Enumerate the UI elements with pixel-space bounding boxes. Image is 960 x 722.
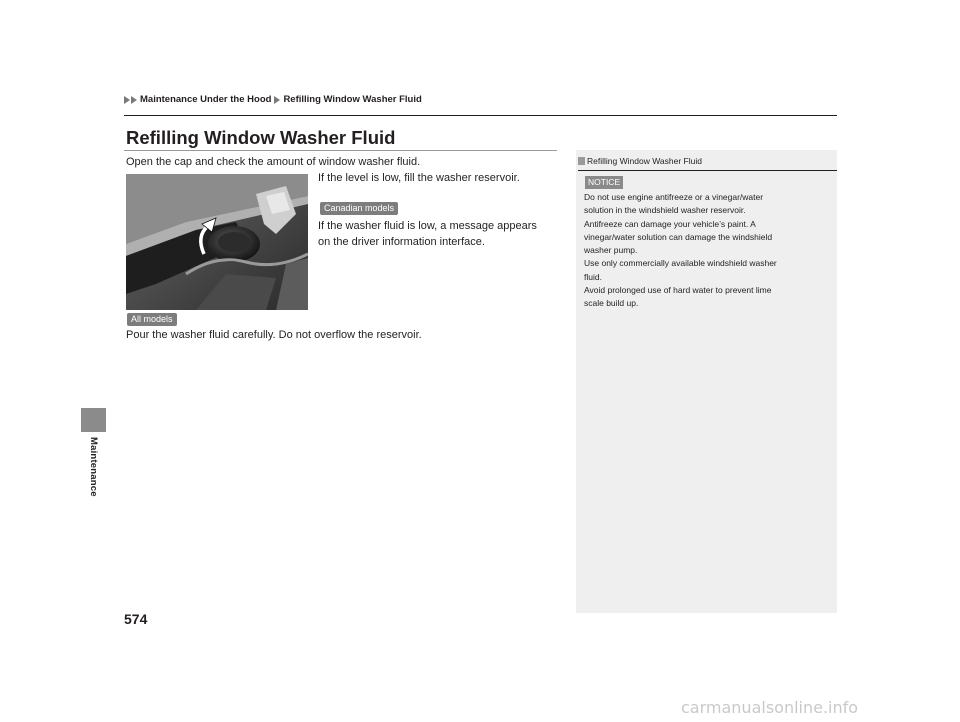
breadcrumb-current: Refilling Window Washer Fluid xyxy=(283,94,422,105)
title-rule xyxy=(124,150,557,151)
page-title: Refilling Window Washer Fluid xyxy=(126,127,396,148)
note-line: fluid. xyxy=(584,271,602,282)
page-number: 574 xyxy=(124,611,148,627)
breadcrumb-separator-icon xyxy=(274,96,280,104)
note-line: Avoid prolonged use of hard water to prevent lime xyxy=(584,285,772,296)
all-models-tag: All models xyxy=(127,313,177,326)
washer-reservoir-illustration xyxy=(126,174,308,310)
breadcrumb xyxy=(124,94,422,105)
note-line: vinegar/water solution can damage the windshield xyxy=(584,231,773,242)
message-text-line2: on the driver information interface. xyxy=(318,236,485,248)
watermark: carmanualsonline.info xyxy=(681,698,859,717)
note-title-text: Refilling Window Washer Fluid xyxy=(587,156,702,166)
pour-instruction-text: Pour the washer fluid carefully. Do not overflow the reservoir. xyxy=(126,329,422,341)
level-low-text: If the level is low, fill the washer reservoir. xyxy=(318,172,520,184)
note-line: scale build up. xyxy=(584,298,639,309)
note-body xyxy=(584,191,830,311)
header-rule xyxy=(124,115,837,116)
note-line: solution in the windshield washer reservoir. xyxy=(584,205,746,216)
washer-reservoir-photo xyxy=(126,174,308,310)
note-line: washer pump. xyxy=(584,245,638,256)
note-rule xyxy=(578,170,837,171)
intro-text: Open the cap and check the amount of window washer fluid. xyxy=(126,156,421,168)
notice-badge: NOTICE xyxy=(585,176,623,189)
section-tab-label: Maintenance xyxy=(88,437,99,497)
note-line: Use only commercially available windshield washer xyxy=(584,258,777,269)
note-line: Antifreeze can damage your vehicle’s paint. A xyxy=(584,218,756,229)
section-tab-marker xyxy=(81,408,106,432)
note-number-icon xyxy=(578,157,585,165)
canadian-models-tag: Canadian models xyxy=(320,202,398,215)
breadcrumb-arrow-icon xyxy=(124,96,130,104)
note-title xyxy=(578,156,702,166)
breadcrumb-arrow-icon xyxy=(131,96,137,104)
note-line: Do not use engine antifreeze or a vinegar/water xyxy=(584,192,764,202)
breadcrumb-parent[interactable]: Maintenance Under the Hood xyxy=(140,94,272,105)
message-text-line1: If the washer fluid is low, a message appears xyxy=(318,220,537,232)
